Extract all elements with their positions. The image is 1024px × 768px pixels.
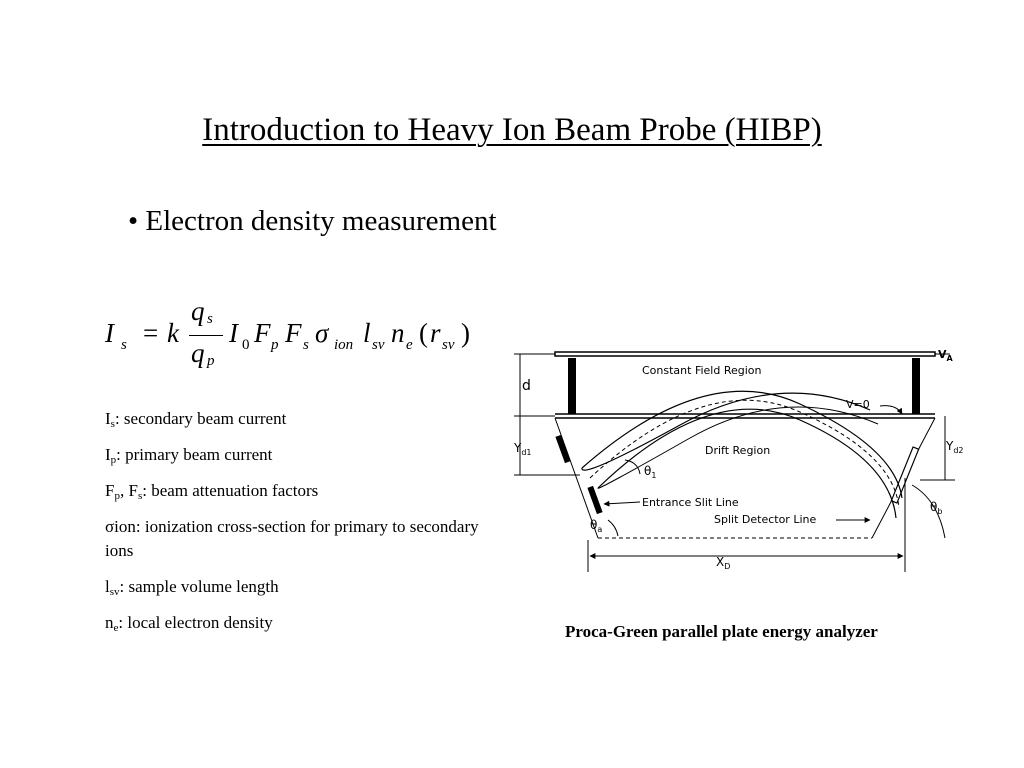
slide-title: Introduction to Heavy Ion Beam Probe (HIBP) [202,112,822,148]
drift-region-label: Drift Region [705,444,771,457]
xd-label: $X_D$ [716,555,731,571]
formula-is-sub: s [121,337,127,353]
formula-qs: q [191,296,205,326]
definition-subscript: s [110,418,115,430]
formula-is: I [105,318,114,348]
right-post [912,358,920,414]
density-formula [105,296,485,385]
formula-lparen: ( [419,318,428,348]
definition-subscript: sv [109,586,120,598]
d-label: d [522,378,531,394]
formula-fraction-bar [189,335,223,336]
definition-lsv [105,575,485,599]
definition-ne [105,611,485,635]
definition-subscript: p [114,490,120,502]
thetaa-arc [608,520,618,536]
definition-text: : secondary beam current [114,409,287,428]
definition-separator: , F [119,481,138,500]
definition-text: : local electron density [118,613,273,632]
definition-symbol: n [105,613,114,632]
formula-r: r [430,318,441,348]
theta1-label: $\theta_1$ [644,464,657,480]
definition-text: : sample volume length [119,577,279,596]
formula-r-sub: sv [442,337,455,353]
left-post [568,358,576,414]
definition-text: : primary beam current [116,445,273,464]
formula-fp-sub: p [271,337,279,353]
yd2-label: $Y_{d2}$ [946,439,964,455]
split-detector-line-label: Split Detector Line [714,513,817,526]
formula-qs-sub: s [207,311,213,327]
v-zero-label: V=0 [846,398,870,411]
formula-l: l [363,318,371,348]
entrance-slit-line-label: Entrance Slit Line [642,496,739,509]
diagram-caption: Proca-Green parallel plate energy analyzer [565,622,878,641]
definition-symbol: σ [105,517,115,536]
formula-sigma-sub: ion [334,337,354,353]
formula-i0-sub: 0 [242,337,250,353]
definitions-list [105,407,485,647]
definition-sigma-ion [105,515,485,563]
definition-is [105,407,485,431]
definition-symbol: F [105,481,115,500]
definition-ip [105,443,485,467]
definition-symbol: l [105,577,110,596]
formula-rparen: ) [461,318,470,348]
bullet-electron-density: • Electron density measurement [128,205,497,237]
formula-n: n [391,318,405,348]
thetaa-label: $\theta_a$ [590,518,603,534]
thetab-label: $\theta_b$ [930,500,943,516]
definition-subscript: s [137,490,143,502]
definition-text: : beam attenuation factors [142,481,319,500]
definition-symbol: I [105,409,111,428]
beam-trajectory-3 [582,393,870,470]
formula-qp-sub: p [207,353,215,369]
entrance-slit-arrow [604,502,640,504]
definition-subscript: p [110,454,117,466]
formula-n-sub: e [406,337,413,353]
formula-i0: I [229,318,238,348]
definition-symbol: I [105,445,111,464]
formula-fs-sub: s [303,337,309,353]
v-zero-arrow [880,406,902,414]
entrance-slit-plate [587,486,602,514]
formula-k: k [167,318,179,348]
energy-analyzer-diagram [500,340,980,580]
definition-text: ion: ionization cross-section for primary to secondary ions [105,517,479,560]
definition-fp-fs [105,479,485,503]
definition-subscript: e [113,622,119,634]
top-plate [555,352,935,356]
yd1-label: $Y_{d1}$ [514,441,532,457]
formula-fp: F [254,318,271,348]
constant-field-region-label: Constant Field Region [642,364,762,377]
formula-fs: F [285,318,302,348]
formula-sigma: σ [315,318,329,348]
formula-qp: q [191,338,205,368]
formula-equals: = [143,318,159,348]
formula-l-sub: sv [372,337,385,353]
va-label: $V_A$ [938,348,953,363]
